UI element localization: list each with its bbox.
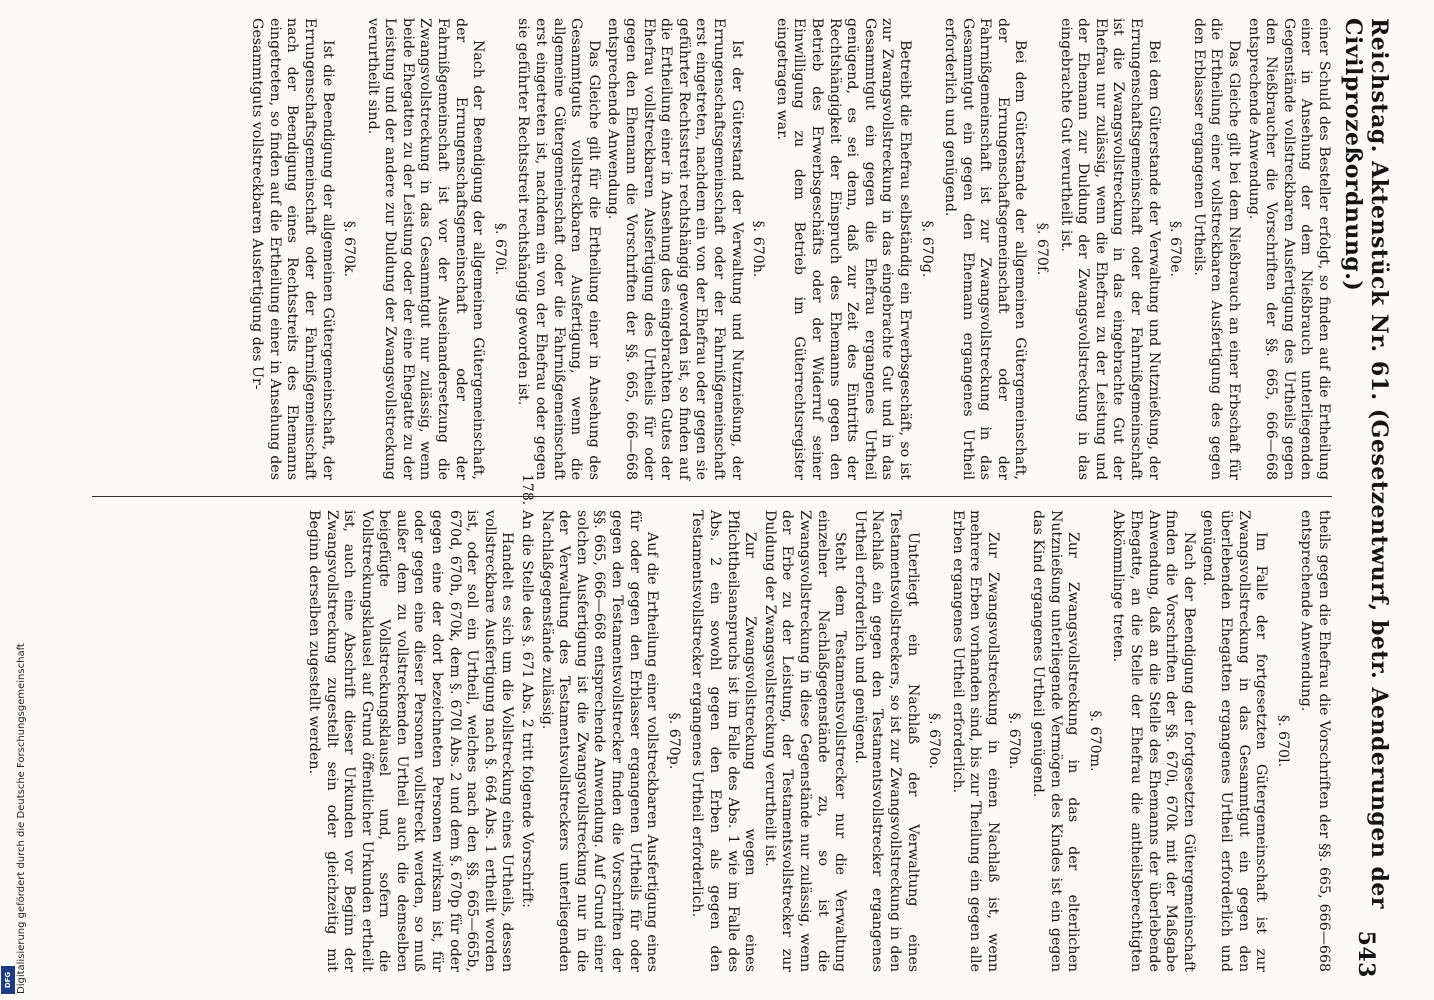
section-heading: §. 670g. (918, 220, 935, 278)
paragraph: Das Gleiche gilt bei dem Nießbrauch an einer Erbschaft für die Ertheilung einer vollstreckbaren Ausfertigung des gegen den Erblasser ergangenen Urtheils. (1190, 18, 1243, 480)
paragraph: Nach der Beendigung der fortgesetzten Gütergemeinschaft finden die Vorschriften der §§. 670i, 670k mit der Maßgabe Anwendung, daß an die Stelle des Ehemanns der überlebende Ehegatte, an die Stelle der Ehefrau die antheilsberechtigten Abkömmlinge treten. (1110, 510, 1197, 972)
digitization-credit: Digitalisierung gefördert durch die Deutsche Forschungsgemeinschaft (16, 643, 27, 994)
paragraph: Handelt es sich um die Vollstreckung eines Urtheils, dessen vollstreckbare Ausfertigung nach §. 664 Abs. 1 ertheilt worden ist, oder soll ein Urtheil, welches nach den §§. 665—665b, 670d, 670h, 670k, dem §. 670l Abs. 2 und dem §. 670p für oder gegen eine der dort bezeichneten Personen wirksam ist, für oder gegen eine dieser Personen vollstreckt werden, so muß außer dem zu vollstreckenden Urtheil auch die demselben beigefügte Vollstreckungsklausel und, sofern die Vollstreckungsklausel auf Grund öffentlicher Urkunden ertheilt ist, auch eine Abschrift dieser Urkunden vor Beginn der Zwangsvollstreckung zugestellt sein oder gleichzeitig mit Beginn derselben zugestellt werden. (305, 510, 516, 972)
section-heading: §. 670p. (665, 712, 682, 770)
section-heading: §. 670e. (1167, 220, 1184, 278)
marginal-number: 178. (519, 474, 536, 506)
column-divider (92, 496, 1332, 497)
section-heading: §. 670o. (926, 713, 943, 769)
paragraph: Betreibt die Ehefrau selbständig ein Erwerbsgeschäft, so ist zur Zwangsvollstreckung in das eingebrachte Gut und in das Gesammtgut ein gegen die Ehefrau ergangenes Urtheil genügend, es sei denn, daß zur Zeit des Eintritts der Rechtshängigkeit der Einspruch des Ehemanns gegen den Betrieb des Erwerbsgeschäfts oder der Widerruf seiner Einwilligung zu dem Betrieb im Güterrechtsregister eingetragen war. (773, 18, 913, 480)
paragraph: Ist der Güterstand der Verwaltung und Nutznießung, der Errungenschaftsgemeinschaft oder der Fahrnißgemeinschaft erst eingetreten, nachdem ein von der Ehefrau oder gegen sie geführter Rechtsstreit rechtshängig geworden ist, so finden auf die Ertheilung einer in Ansehung des eingebrachten Gutes der Ehefrau vollstreckbaren Ausfertigung des Urtheils für oder gegen den Ehemann die Vorschriften der §§. 665, 666—668 entsprechende Anwendung. (605, 18, 745, 480)
page-number: 543 (1353, 930, 1379, 978)
section-heading: §. 670f. (1034, 222, 1051, 276)
paragraph: Bei dem Güterstande der allgemeinen Gütergemeinschaft, der Errungenschaftsgemeinschaft oder der Fahrnißgemeinschaft ist zur Zwangsvollstreckung in das Gesammtgut ein gegen den Ehemann ergangenes Urtheil erforderlich und genügend. (942, 18, 1029, 480)
paragraph: Steht dem Testamentsvollstrecker nur die Verwaltung einzelner Nachlaßgegenstände zu, so ist die Zwangsvollstreckung in diese Gegenstände nur zulässig, wenn der Erbe zu der Leistung, der Testamentsvollstrecker zur Duldung der Zwangsvollstreckung verurtheilt ist. (761, 510, 849, 972)
left-column (86, 18, 1332, 480)
paragraph: Bei dem Güterstande der Verwaltung und Nutznießung, der Errungenschaftsgemeinschaft oder der Fahrnißgemeinschaft ist die Zwangsvollstreckung in das eingebrachte Gut der Ehefrau nur zulässig, wenn die Ehefrau zu der Leistung und der Ehemann zur Duldung der Zwangsvollstreckung in das eingebrachte Gut verurtheilt ist. (1057, 18, 1162, 480)
section-heading: §. 670i. (491, 222, 508, 276)
paragraph: Nach der Beendigung der allgemeinen Gütergemeinschaft, der Errungenschaftsgemeinschaft oder der Fahrnißgemeinschaft ist vor der Auseinandersetzung die Zwangsvollstreckung in das Gesammtgut nur zulässig, wenn beide Ehegatten zu der Leistung oder der eine Ehegatte zu der Leistung und der andere zur Duldung der Zwangsvollstreckung verurtheilt sind. (364, 18, 487, 480)
paragraph: einer Schuld des Besteller erfolgt, so finden auf die Ertheilung einer in Ansehung der dem Nießbrauch unterliegenden Gegenstände vollstreckbaren Ausfertigung des Urtheils gegen den Nießbraucher die Vorschriften der §§. 665, 666—668 entsprechende Anwendung. (1245, 18, 1332, 480)
section-heading: §. 670m. (1086, 710, 1103, 772)
section-heading: §. 670h. (750, 220, 767, 278)
section-heading: §. 670l. (1274, 714, 1291, 768)
dfg-logo (1, 966, 15, 994)
credit-sidebar (2, 8, 27, 994)
paragraph: Zur Zwangsvollstreckung in einen Nachlaß ist, wenn mehrere Erben vorhanden sind, bis zur Theilung ein gegen alle Erben ergangenes Urtheil erforderlich. (949, 510, 1001, 972)
paragraph: Auf die Ertheilung einer vollstreckbaren Ausfertigung eines für oder gegen den Erblasser ergangenen Urtheils für oder gegen den Testamentsvollstrecker finden die Vorschriften der §§. 665, 666—668 entsprechende Anwendung. Auf Grund einer solchen Ausfertigung ist die Zwangsvollstreckung nur in die der Verwaltung des Testamentsvollstreckers unterliegenden Nachlaßgegenstände zulässig. (538, 510, 661, 972)
paragraph: An die Stelle des §. 671 Abs. 2 tritt folgende Vorschrift: (519, 510, 536, 908)
paragraph: Ist die Beendigung der allgemeinen Gütergemeinschaft, der Errungenschaftsgemeinschaft oder der Fahrnißgemeinschaft nach der Beendigung eines Rechtsstreits des Ehemanns eingetreten, so finden auf die Ertheilung einer in Ansehung des Gesammtguts vollstreckbaren Ausfertigung des Ur- (249, 18, 336, 480)
section-heading: §. 670k. (341, 220, 358, 278)
paragraph: Unterliegt ein Nachlaß der Verwaltung eines Testamentsvollstreckers, so ist zur Zwangsvollstreckung in den Nachlaß ein gegen den Testamentsvollstrecker ergangenes Urtheil erforderlich und genügend. (851, 510, 921, 972)
paragraph: Zur Zwangsvollstreckung wegen eines Pflichttheilsanspruchs ist im Falle des Abs. 1 wie im Falle des Abs. 2 ein sowohl gegen den Erben als gegen den Testamentsvollstrecker ergangenes Urtheil erforderlich. (689, 510, 759, 972)
rotated-page-content (86, 18, 1392, 978)
section-heading: §. 670n. (1006, 712, 1023, 770)
header-title: Reichstag. Aktenstück Nr. 61. (Gesetzentwurf, betr. Aenderungen der Civilprozeßordnung.) (1340, 18, 1392, 909)
paragraph: Im Falle der fortgesetzten Gütergemeinschaft ist zur Zwangsvollstreckung in das Gesammtgut ein gegen den überlebenden Ehegatten ergangenes Urtheil erforderlich und genügend. (1200, 510, 1270, 972)
dfg-logo-text: DFG (4, 971, 12, 989)
paragraph: Das Gleiche gilt für die Ertheilung einer in Ansehung des Gesammtguts vollstreckbaren Ausfertigung, wenn die allgemeine Gütergemeinschaft oder die Fahrnißgemeinschaft erst eingetreten ist, nachdem ein von der Ehefrau oder gegen sie geführter Rechtsstreit rechtshängig geworden ist. (515, 18, 602, 480)
paragraph: Zur Zwangsvollstreckung in das der elterlichen Nutznießung unterliegende Vermögen des Kindes ist ein gegen das Kind ergangenes Urtheil genügend. (1030, 510, 1082, 972)
page-header (1340, 18, 1392, 978)
right-column (86, 474, 1332, 972)
paragraph: theils gegen die Ehefrau die Vorschriften der §§. 665, 666—668 entsprechende Anwendung. (1298, 510, 1332, 972)
